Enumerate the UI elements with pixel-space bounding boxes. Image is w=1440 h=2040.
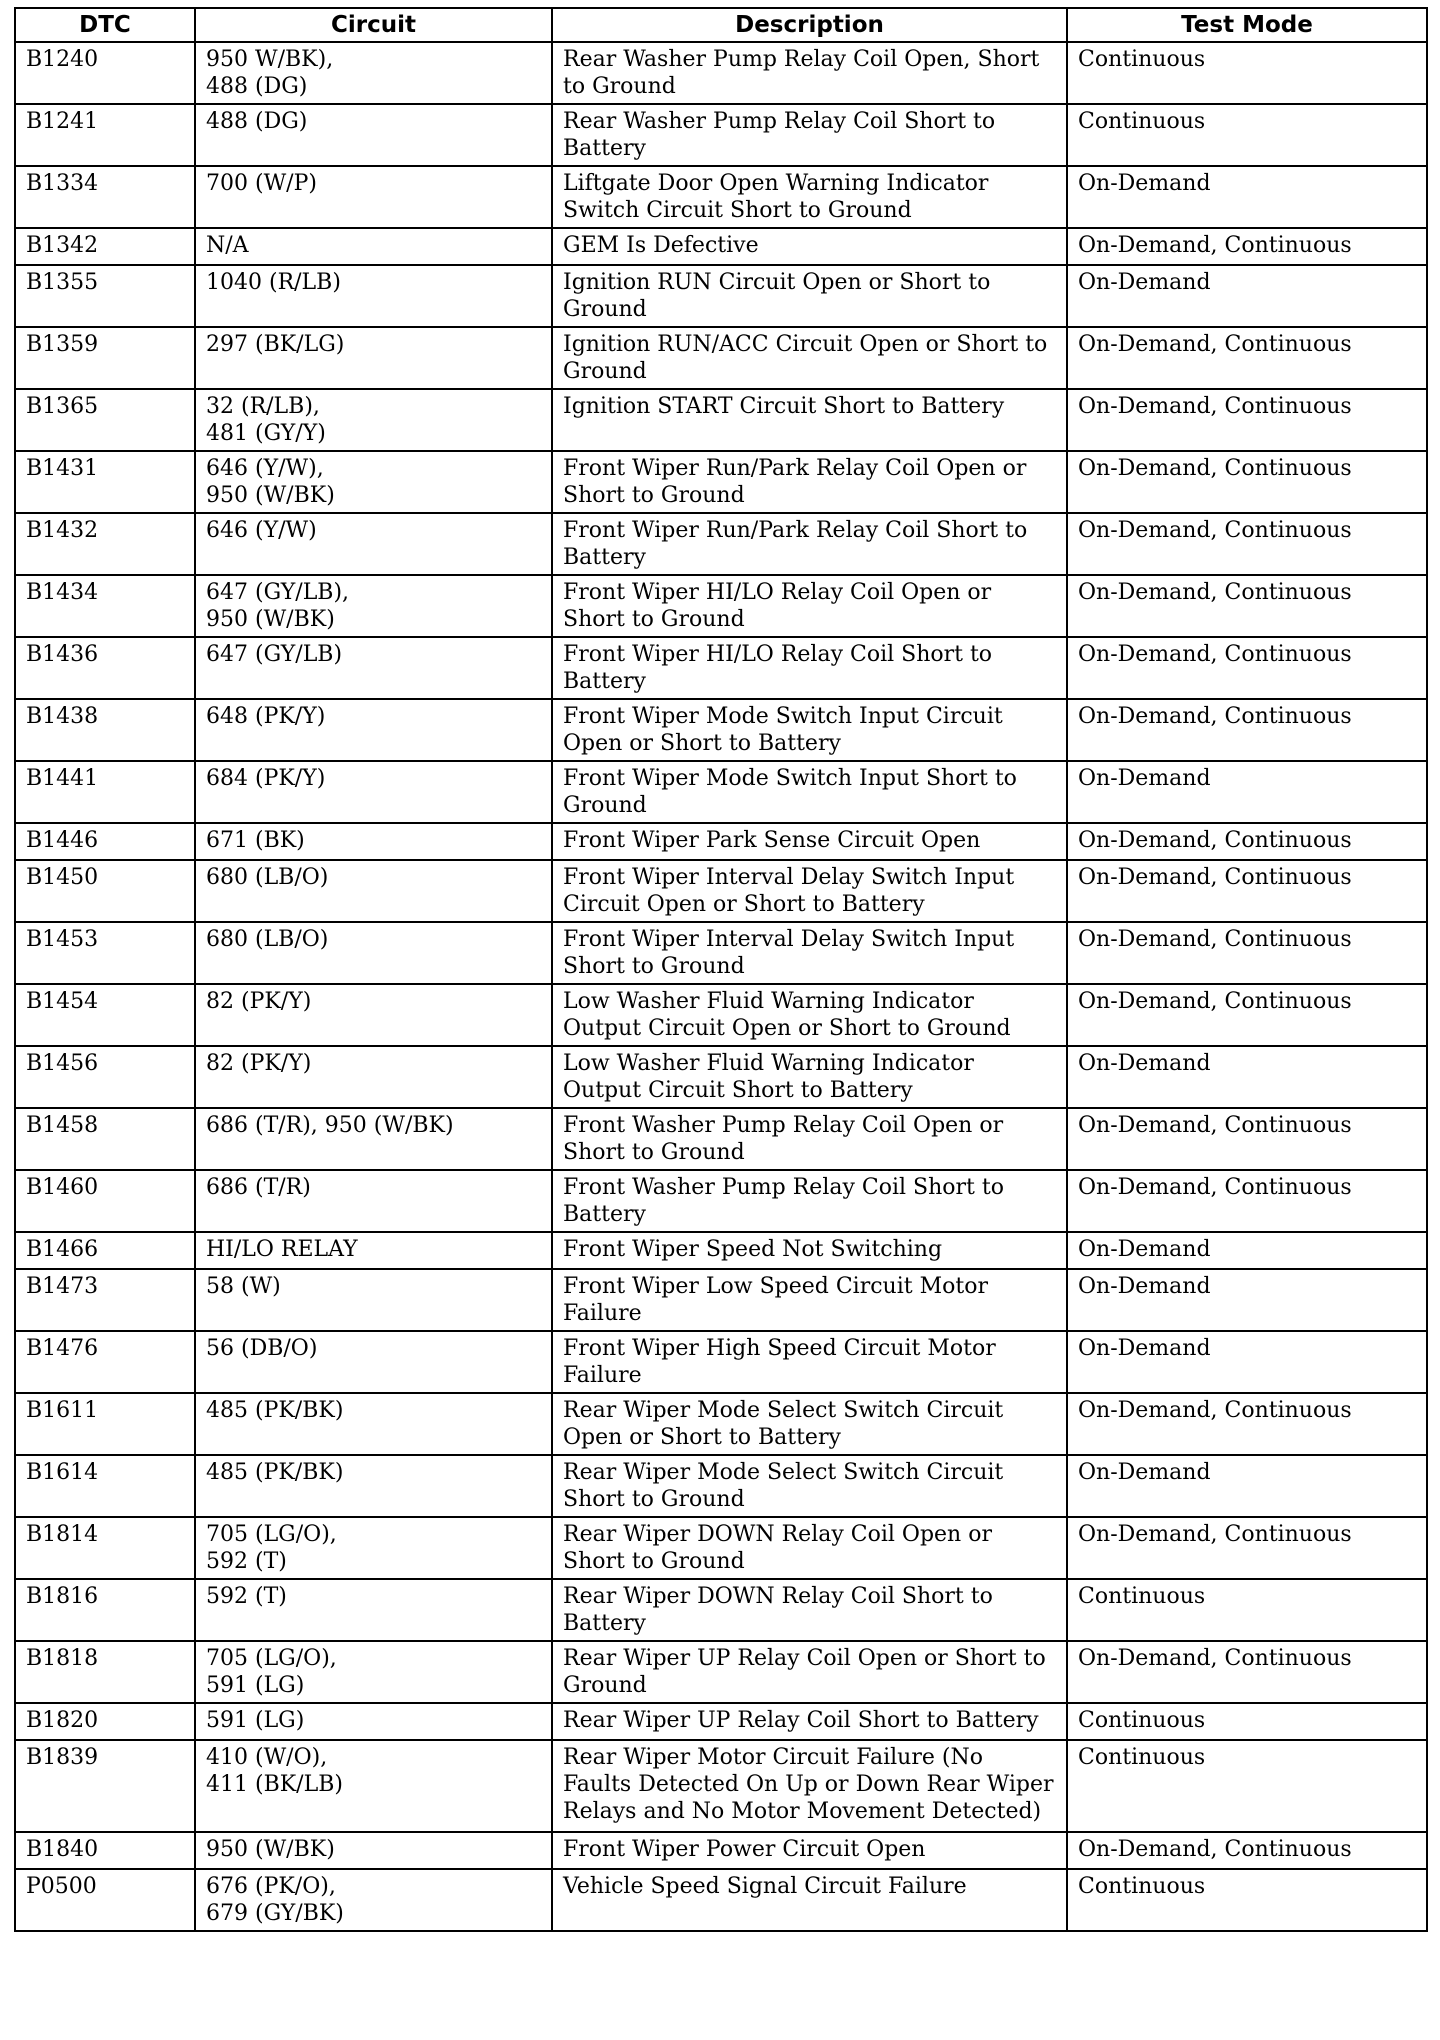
table-row (15, 984, 1427, 1046)
dtc-cell: B1458 (15, 1108, 195, 1170)
table-row (15, 166, 1427, 228)
test-mode-cell: On-Demand (1067, 1331, 1427, 1393)
dtc-cell: B1434 (15, 575, 195, 637)
description-cell: Front Washer Pump Relay Coil Short to Battery (552, 1170, 1067, 1232)
test-mode-cell: On-Demand (1067, 1455, 1427, 1517)
dtc-cell: B1355 (15, 265, 195, 327)
dtc-cell: B1436 (15, 637, 195, 699)
circuit-cell: 646 (Y/W) (195, 513, 552, 575)
dtc-cell: B1453 (15, 922, 195, 984)
dtc-cell: B1614 (15, 1455, 195, 1517)
circuit-cell: 647 (GY/LB) (195, 637, 552, 699)
circuit-cell: 58 (W) (195, 1269, 552, 1331)
description-cell: Ignition RUN/ACC Circuit Open or Short to Ground (552, 327, 1067, 389)
table-row (15, 1331, 1427, 1393)
table-row (15, 513, 1427, 575)
table-row (15, 922, 1427, 984)
table-row (15, 823, 1427, 860)
circuit-cell: 410 (W/O), 411 (BK/LB) (195, 1740, 552, 1832)
description-cell: Front Wiper HI/LO Relay Coil Short to Battery (552, 637, 1067, 699)
circuit-cell: 705 (LG/O), 592 (T) (195, 1517, 552, 1579)
dtc-cell: B1611 (15, 1393, 195, 1455)
dtc-cell: B1460 (15, 1170, 195, 1232)
circuit-cell: N/A (195, 228, 552, 265)
description-cell: Front Wiper Run/Park Relay Coil Open or Short to Ground (552, 451, 1067, 513)
dtc-cell: B1432 (15, 513, 195, 575)
description-cell: Front Wiper Run/Park Relay Coil Short to Battery (552, 513, 1067, 575)
description-cell: Rear Wiper Motor Circuit Failure (No Faults Detected On Up or Down Rear Wiper Relays and No Motor Movement Detected) (552, 1740, 1067, 1832)
circuit-cell: 297 (BK/LG) (195, 327, 552, 389)
dtc-cell: B1476 (15, 1331, 195, 1393)
dtc-cell: B1446 (15, 823, 195, 860)
description-cell: Rear Washer Pump Relay Coil Short to Battery (552, 104, 1067, 166)
test-mode-cell: On-Demand (1067, 1046, 1427, 1108)
test-mode-cell: On-Demand, Continuous (1067, 699, 1427, 761)
table-row (15, 1832, 1427, 1869)
circuit-cell: 700 (W/P) (195, 166, 552, 228)
description-cell: Front Washer Pump Relay Coil Open or Short to Ground (552, 1108, 1067, 1170)
description-cell: Liftgate Door Open Warning Indicator Switch Circuit Short to Ground (552, 166, 1067, 228)
test-mode-cell: On-Demand, Continuous (1067, 1832, 1427, 1869)
table-row (15, 1393, 1427, 1455)
circuit-cell: 32 (R/LB), 481 (GY/Y) (195, 389, 552, 451)
dtc-cell: B1456 (15, 1046, 195, 1108)
table-row (15, 1108, 1427, 1170)
description-cell: Front Wiper Mode Switch Input Short to Ground (552, 761, 1067, 823)
table-row (15, 1232, 1427, 1269)
test-mode-cell: On-Demand, Continuous (1067, 823, 1427, 860)
description-cell: Front Wiper Mode Switch Input Circuit Open or Short to Battery (552, 699, 1067, 761)
test-mode-cell: On-Demand, Continuous (1067, 1641, 1427, 1703)
dtc-cell: B1441 (15, 761, 195, 823)
table-row (15, 327, 1427, 389)
description-cell: Rear Wiper UP Relay Coil Short to Battery (552, 1703, 1067, 1740)
description-cell: Low Washer Fluid Warning Indicator Output Circuit Open or Short to Ground (552, 984, 1067, 1046)
table-row (15, 389, 1427, 451)
table-row (15, 699, 1427, 761)
description-cell: Ignition RUN Circuit Open or Short to Ground (552, 265, 1067, 327)
test-mode-cell: Continuous (1067, 104, 1427, 166)
table-row (15, 1869, 1427, 1931)
circuit-cell: 647 (GY/LB), 950 (W/BK) (195, 575, 552, 637)
description-cell: Rear Wiper DOWN Relay Coil Short to Battery (552, 1579, 1067, 1641)
header-test-mode: Test Mode (1067, 8, 1427, 42)
test-mode-cell: Continuous (1067, 1740, 1427, 1832)
test-mode-cell: On-Demand (1067, 1232, 1427, 1269)
circuit-cell: 56 (DB/O) (195, 1331, 552, 1393)
description-cell: Vehicle Speed Signal Circuit Failure (552, 1869, 1067, 1931)
table-row (15, 1740, 1427, 1832)
circuit-cell: 684 (PK/Y) (195, 761, 552, 823)
circuit-cell: 648 (PK/Y) (195, 699, 552, 761)
table-row (15, 42, 1427, 104)
circuit-cell: 680 (LB/O) (195, 860, 552, 922)
circuit-cell: 686 (T/R) (195, 1170, 552, 1232)
dtc-cell: B1814 (15, 1517, 195, 1579)
table-row (15, 575, 1427, 637)
description-cell: Rear Wiper UP Relay Coil Open or Short to Ground (552, 1641, 1067, 1703)
circuit-cell: 485 (PK/BK) (195, 1455, 552, 1517)
header-description: Description (552, 8, 1067, 42)
dtc-cell: B1241 (15, 104, 195, 166)
test-mode-cell: On-Demand, Continuous (1067, 637, 1427, 699)
table-row (15, 761, 1427, 823)
dtc-cell: B1820 (15, 1703, 195, 1740)
description-cell: GEM Is Defective (552, 228, 1067, 265)
circuit-cell: 82 (PK/Y) (195, 1046, 552, 1108)
dtc-cell: B1816 (15, 1579, 195, 1641)
table-row (15, 1579, 1427, 1641)
header-row (15, 8, 1427, 42)
table-row (15, 1517, 1427, 1579)
dtc-table (14, 7, 1428, 1932)
description-cell: Front Wiper Speed Not Switching (552, 1232, 1067, 1269)
table-row (15, 1455, 1427, 1517)
circuit-cell: 488 (DG) (195, 104, 552, 166)
description-cell: Front Wiper Low Speed Circuit Motor Failure (552, 1269, 1067, 1331)
table-row (15, 228, 1427, 265)
test-mode-cell: Continuous (1067, 1869, 1427, 1931)
circuit-cell: 592 (T) (195, 1579, 552, 1641)
description-cell: Front Wiper Interval Delay Switch Input Circuit Open or Short to Battery (552, 860, 1067, 922)
circuit-cell: 82 (PK/Y) (195, 984, 552, 1046)
description-cell: Rear Wiper Mode Select Switch Circuit Open or Short to Battery (552, 1393, 1067, 1455)
test-mode-cell: On-Demand, Continuous (1067, 860, 1427, 922)
table-row (15, 1269, 1427, 1331)
dtc-cell: B1839 (15, 1740, 195, 1832)
description-cell: Rear Washer Pump Relay Coil Open, Short to Ground (552, 42, 1067, 104)
description-cell: Rear Wiper DOWN Relay Coil Open or Short to Ground (552, 1517, 1067, 1579)
test-mode-cell: On-Demand (1067, 761, 1427, 823)
circuit-cell: 686 (T/R), 950 (W/BK) (195, 1108, 552, 1170)
test-mode-cell: On-Demand, Continuous (1067, 922, 1427, 984)
description-cell: Low Washer Fluid Warning Indicator Output Circuit Short to Battery (552, 1046, 1067, 1108)
description-cell: Front Wiper Power Circuit Open (552, 1832, 1067, 1869)
test-mode-cell: On-Demand (1067, 166, 1427, 228)
table-row (15, 1703, 1427, 1740)
dtc-cell: B1473 (15, 1269, 195, 1331)
dtc-cell: B1342 (15, 228, 195, 265)
test-mode-cell: On-Demand, Continuous (1067, 1108, 1427, 1170)
table-row (15, 1046, 1427, 1108)
test-mode-cell: On-Demand, Continuous (1067, 513, 1427, 575)
dtc-cell: B1818 (15, 1641, 195, 1703)
circuit-cell: 646 (Y/W), 950 (W/BK) (195, 451, 552, 513)
table-body (15, 42, 1427, 1931)
test-mode-cell: On-Demand, Continuous (1067, 984, 1427, 1046)
dtc-cell: B1431 (15, 451, 195, 513)
circuit-cell: 680 (LB/O) (195, 922, 552, 984)
test-mode-cell: On-Demand (1067, 1269, 1427, 1331)
table-row (15, 637, 1427, 699)
test-mode-cell: On-Demand, Continuous (1067, 575, 1427, 637)
description-cell: Front Wiper Park Sense Circuit Open (552, 823, 1067, 860)
description-cell: Front Wiper High Speed Circuit Motor Failure (552, 1331, 1067, 1393)
test-mode-cell: On-Demand, Continuous (1067, 1393, 1427, 1455)
dtc-cell: B1359 (15, 327, 195, 389)
test-mode-cell: On-Demand (1067, 265, 1427, 327)
test-mode-cell: Continuous (1067, 42, 1427, 104)
circuit-cell: 671 (BK) (195, 823, 552, 860)
table-row (15, 1641, 1427, 1703)
description-cell: Ignition START Circuit Short to Battery (552, 389, 1067, 451)
table-row (15, 1170, 1427, 1232)
test-mode-cell: On-Demand, Continuous (1067, 327, 1427, 389)
test-mode-cell: On-Demand, Continuous (1067, 1170, 1427, 1232)
table-header (15, 8, 1427, 42)
test-mode-cell: On-Demand, Continuous (1067, 228, 1427, 265)
circuit-cell: 705 (LG/O), 591 (LG) (195, 1641, 552, 1703)
test-mode-cell: On-Demand, Continuous (1067, 389, 1427, 451)
test-mode-cell: Continuous (1067, 1579, 1427, 1641)
table-row (15, 451, 1427, 513)
header-circuit: Circuit (195, 8, 552, 42)
circuit-cell: HI/LO RELAY (195, 1232, 552, 1269)
description-cell: Front Wiper HI/LO Relay Coil Open or Short to Ground (552, 575, 1067, 637)
header-dtc: DTC (15, 8, 195, 42)
test-mode-cell: Continuous (1067, 1703, 1427, 1740)
circuit-cell: 950 (W/BK) (195, 1832, 552, 1869)
circuit-cell: 676 (PK/O), 679 (GY/BK) (195, 1869, 552, 1931)
dtc-cell: B1240 (15, 42, 195, 104)
dtc-cell: B1365 (15, 389, 195, 451)
table-row (15, 265, 1427, 327)
description-cell: Rear Wiper Mode Select Switch Circuit Short to Ground (552, 1455, 1067, 1517)
circuit-cell: 485 (PK/BK) (195, 1393, 552, 1455)
circuit-cell: 950 W/BK), 488 (DG) (195, 42, 552, 104)
table-row (15, 104, 1427, 166)
dtc-cell: B1466 (15, 1232, 195, 1269)
dtc-cell: B1840 (15, 1832, 195, 1869)
table-row (15, 860, 1427, 922)
dtc-cell: P0500 (15, 1869, 195, 1931)
test-mode-cell: On-Demand, Continuous (1067, 451, 1427, 513)
circuit-cell: 1040 (R/LB) (195, 265, 552, 327)
dtc-cell: B1334 (15, 166, 195, 228)
dtc-cell: B1454 (15, 984, 195, 1046)
description-cell: Front Wiper Interval Delay Switch Input Short to Ground (552, 922, 1067, 984)
dtc-cell: B1438 (15, 699, 195, 761)
circuit-cell: 591 (LG) (195, 1703, 552, 1740)
test-mode-cell: On-Demand, Continuous (1067, 1517, 1427, 1579)
dtc-cell: B1450 (15, 860, 195, 922)
